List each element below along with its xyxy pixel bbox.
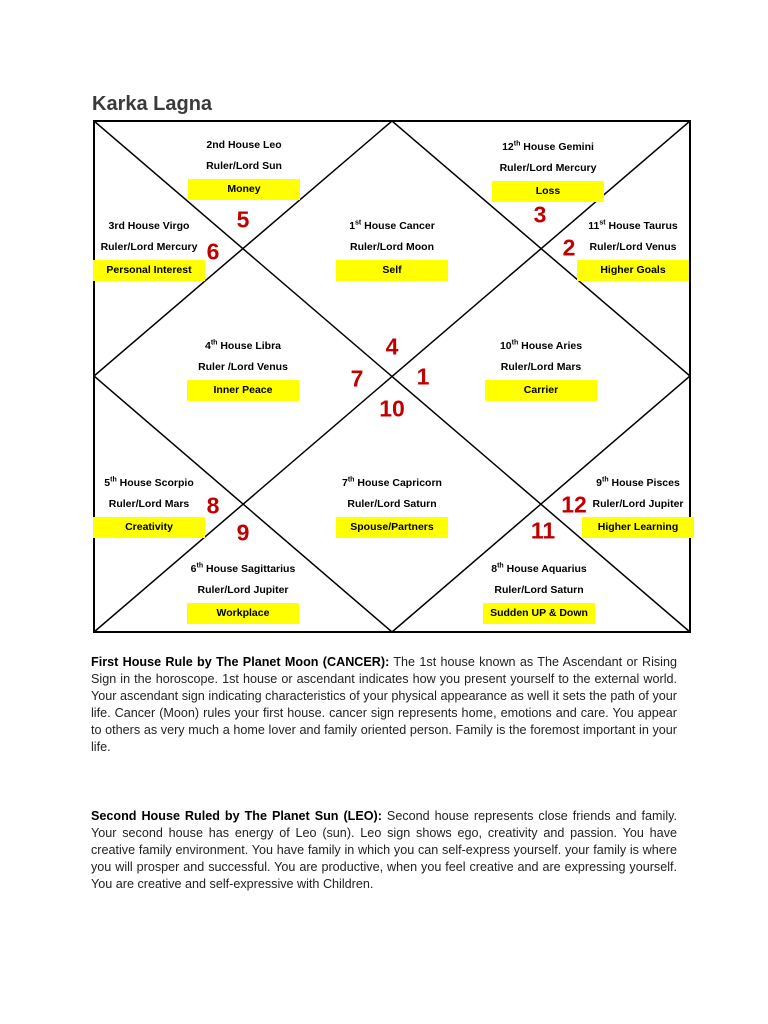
sign-number-9: 9 [236,519,250,546]
house-5-label: Creativity [93,517,205,538]
house-8 [469,562,609,624]
house-10-label: Carrier [485,380,597,401]
sign-number-6: 6 [206,238,220,265]
house-5-name: 5th House Scorpio [104,476,194,489]
kundli-chart [93,120,691,633]
house-1-lord: Ruler/Lord Moon [350,241,434,253]
house-9-label: Higher Learning [582,517,694,538]
first-house-paragraph [91,654,677,756]
sign-number-7: 7 [350,365,364,392]
sign-number-8: 8 [206,492,220,519]
sign-number-10: 10 [379,395,405,422]
sign-number-11: 11 [530,517,556,544]
house-4 [173,339,313,401]
house-11-lord: Ruler/Lord Venus [589,241,677,253]
house-1-label: Self [336,260,448,281]
house-12-label: Loss [492,181,604,202]
house-2-name: 2nd House Leo [206,139,282,151]
page-title: Karka Lagna [92,93,213,115]
house-8-lord: Ruler/Lord Saturn [494,584,584,596]
second-house-paragraph [91,808,677,893]
house-7-lord: Ruler/Lord Saturn [347,498,437,510]
house-11-label: Higher Goals [577,260,689,281]
sign-number-5: 5 [236,206,250,233]
sign-number-4: 4 [385,333,399,360]
house-10-name: 10th House Aries [499,339,583,352]
house-5 [79,476,219,538]
house-11-name: 11st House Taurus [588,219,678,232]
house-7-name: 7th House Capricorn [342,476,442,489]
house-9 [568,476,708,538]
house-6 [173,562,313,624]
house-4-name: 4th House Libra [204,339,282,352]
house-3-label: Personal Interest [93,260,205,281]
house-3 [79,219,219,281]
house-1-name: 1st House Cancer [349,219,435,232]
sign-number-3: 3 [533,201,547,228]
house-3-name: 3rd House Virgo [108,220,190,232]
house-12-name: 12th House Gemini [502,140,594,153]
house-12-lord: Ruler/Lord Mercury [499,162,597,174]
second-house-body: Second house represents close friends and family. Your second house has energy of Leo (sun). Leo sign shows ego, creativity and passion. You have creative family environment. You have family in which you can self-express yourself. your family is where you will prosper and successful. You are productive, when you feel creative and are expressing yourself. You are creative and self-expressive with Children. [91,809,677,891]
house-10 [471,339,611,401]
house-1 [322,219,462,281]
house-6-name: 6th House Sagittarius [190,562,296,575]
house-2-lord: Ruler/Lord Sun [206,160,282,172]
house-10-lord: Ruler/Lord Mars [500,361,582,373]
house-4-lord: Ruler /Lord Venus [198,361,288,373]
house-12 [478,140,618,202]
house-8-label: Sudden UP & Down [483,603,595,624]
first-house-heading: First House Rule by The Planet Moon (CANCER): [91,655,390,669]
house-8-name: 8th House Aquarius [491,562,587,575]
house-7-label: Spouse/Partners [336,517,448,538]
house-9-name: 9th House Pisces [596,476,680,489]
sign-number-1: 1 [416,363,430,390]
house-9-lord: Ruler/Lord Jupiter [592,498,684,510]
house-7 [322,476,462,538]
house-5-lord: Ruler/Lord Mars [108,498,190,510]
house-2-label: Money [188,179,300,200]
house-6-label: Workplace [187,603,299,624]
house-11 [563,219,703,281]
first-house-body: The 1st house known as The Ascendant or Rising Sign in the horoscope. 1st house or ascendant indicates how you present yourself to the external world. Your ascendant sign indicating characteristics of your physical appearance as well it sets the path of your life. Cancer (Moon) rules your first house. cancer sign represents home, emotions and care. You appear to others as very much a home lover and family oriented person. Family is the foremost important in your life. [91,655,677,754]
sign-number-12: 12 [561,491,587,518]
house-4-label: Inner Peace [187,380,299,401]
house-3-lord: Ruler/Lord Mercury [100,241,198,253]
house-2 [174,138,314,200]
house-6-lord: Ruler/Lord Jupiter [197,584,289,596]
sign-number-2: 2 [562,234,576,261]
second-house-heading: Second House Ruled by The Planet Sun (LEO): [91,809,382,823]
